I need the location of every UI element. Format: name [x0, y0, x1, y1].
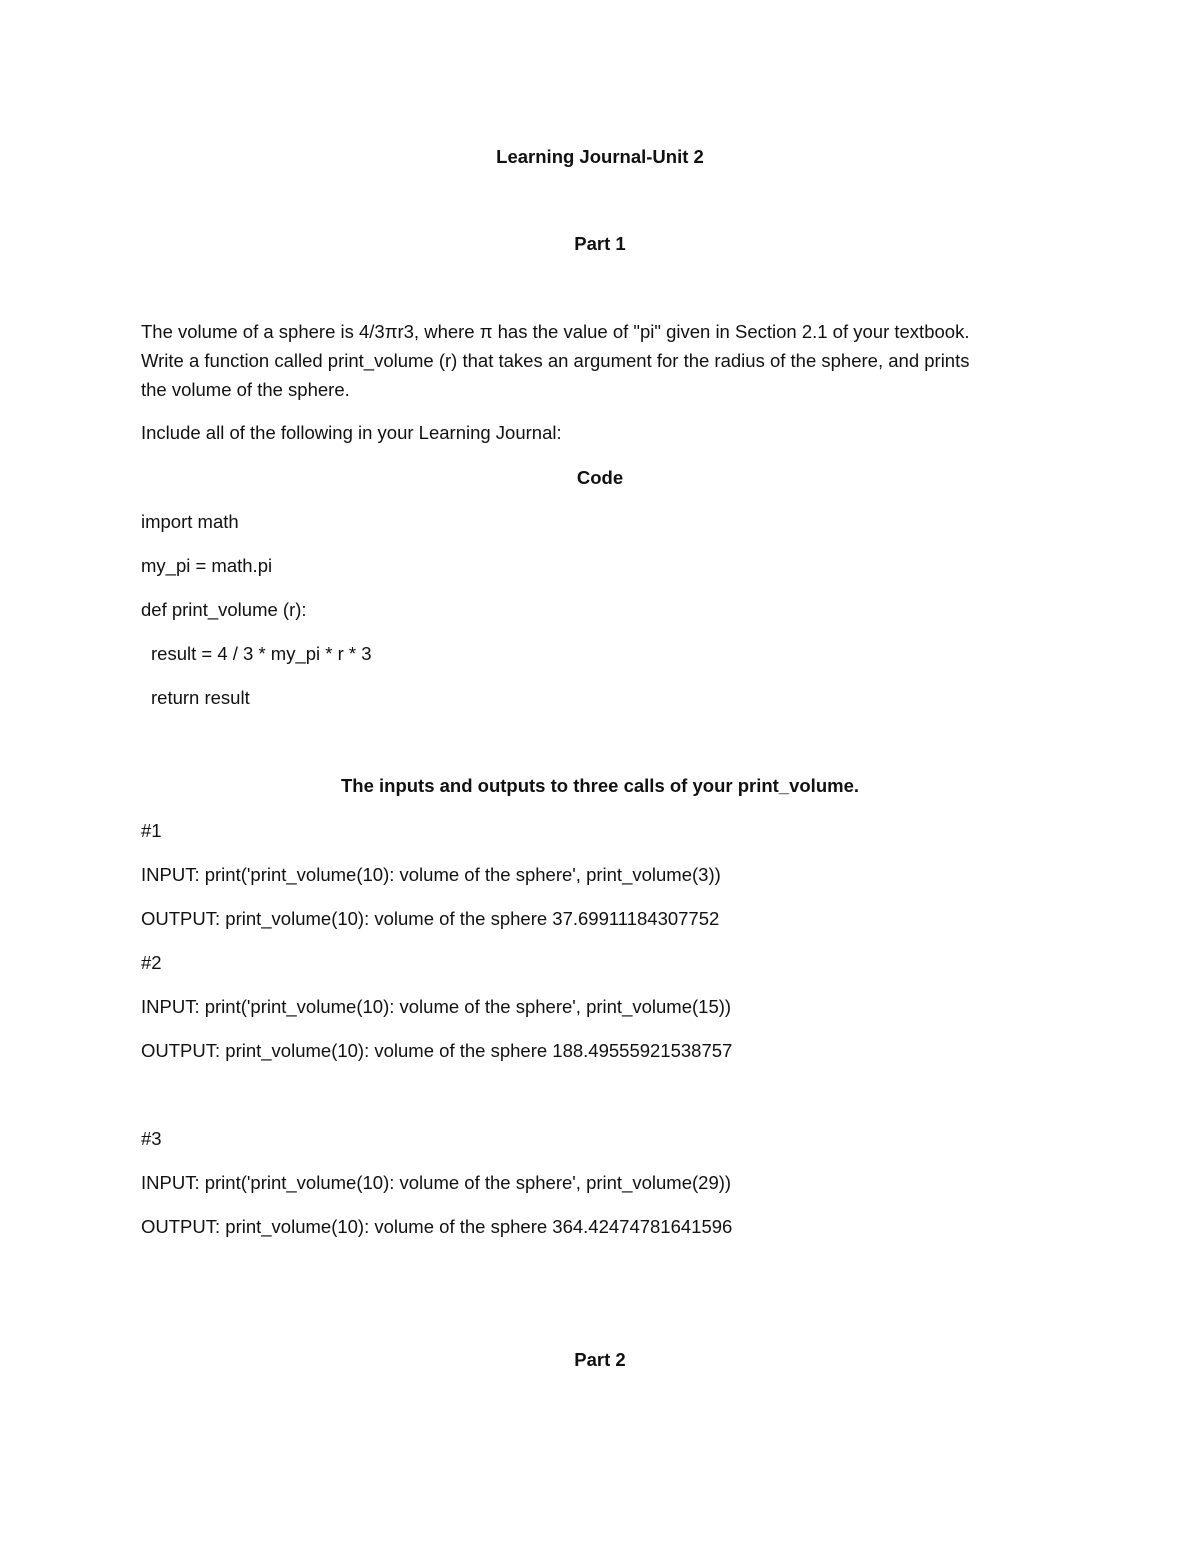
intro-line-2: Write a function called print_volume (r) that takes an argument for the radius of the sphere, and prints — [141, 350, 970, 371]
call-2-label: #2 — [141, 952, 162, 973]
include-line: Include all of the following in your Learning Journal: — [141, 422, 562, 443]
code-line-return: return result — [151, 687, 250, 708]
calls-heading: The inputs and outputs to three calls of your print_volume. — [340, 775, 860, 796]
code-line-pi: my_pi = math.pi — [141, 555, 273, 576]
part2-heading: Part 2 — [574, 1349, 626, 1370]
call-1-input: INPUT: print('print_volume(10): volume of the sphere', print_volume(3)) — [141, 864, 721, 885]
document-title: Learning Journal-Unit 2 — [496, 146, 704, 167]
call-1-label: #1 — [141, 820, 162, 841]
code-line-result: result = 4 / 3 * my_pi * r * 3 — [151, 643, 372, 664]
intro-line-1: The volume of a sphere is 4/3πr3, where π has the value of "pi" given in Section 2.1 of your textbook. — [141, 321, 970, 342]
intro-line-3: the volume of the sphere. — [141, 379, 350, 400]
call-2-output: OUTPUT: print_volume(10): volume of the sphere 188.49555921538757 — [141, 1040, 733, 1061]
call-1-output: OUTPUT: print_volume(10): volume of the sphere 37.69911184307752 — [141, 908, 720, 929]
code-heading: Code — [576, 467, 624, 488]
code-line-def: def print_volume (r): — [141, 599, 307, 620]
code-line-import: import math — [141, 511, 239, 532]
call-3-output: OUTPUT: print_volume(10): volume of the sphere 364.42474781641596 — [141, 1216, 733, 1237]
call-2-input: INPUT: print('print_volume(10): volume of the sphere', print_volume(15)) — [141, 996, 732, 1017]
call-3-input: INPUT: print('print_volume(10): volume of the sphere', print_volume(29)) — [141, 1172, 732, 1193]
call-3-label: #3 — [141, 1128, 162, 1149]
part1-heading: Part 1 — [574, 233, 626, 254]
